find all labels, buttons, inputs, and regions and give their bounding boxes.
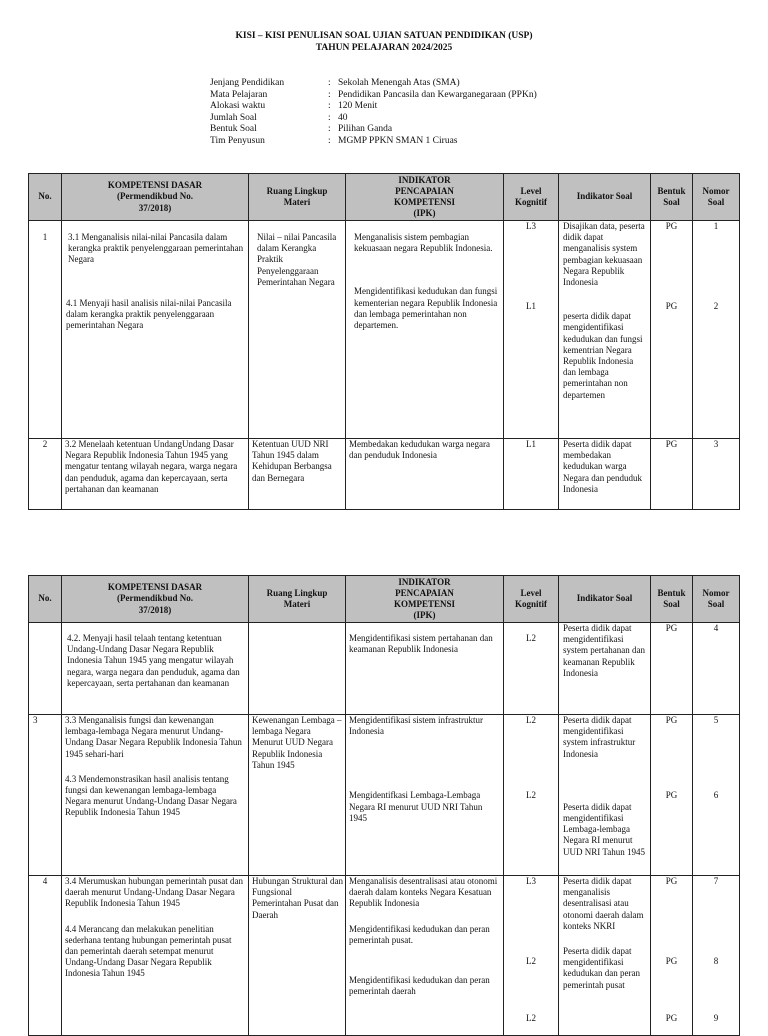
bentuk-cell: PG	[651, 623, 693, 715]
nomor-cell: 1 2	[693, 221, 740, 439]
kd-cell	[62, 221, 249, 439]
kisi-table-1	[28, 173, 740, 510]
ipk-cell	[346, 876, 504, 1036]
header-no: No.	[29, 576, 62, 623]
header-ruang-lingkup: Ruang Lingkup Materi	[249, 174, 346, 221]
indikator-soal-text: Peserta didik dapat mengidentifikasi system infrastruktur Indonesia	[563, 715, 636, 759]
document-subtitle: TAHUN PELAJARAN 2024/2025	[315, 43, 453, 53]
materi-cell: Hubungan Struktural dan Fungsional Pemerintahan Pusat dan Daerah	[249, 876, 346, 1036]
kd-text: 3.3 Menganalisis fungsi dan kewenangan lembaga-lembaga Negara menurut Undang-Undang Dasar Negara Republik Indonesia Tahun 1945 sehari-hari	[65, 715, 242, 759]
info-value: 40	[338, 112, 348, 123]
header-row	[29, 576, 740, 623]
level-cell: L2 L2	[504, 715, 559, 876]
indikator-soal-text: peserta didik dapat mengidentifikasi kedudukan dan fungsi kementrian Negara Republik Indonesia dan lembaga pemerintahan non departemen	[563, 311, 643, 400]
info-label: Mata Pelajaran	[210, 89, 268, 100]
header-level-kognitif: Level Kognitif	[504, 174, 559, 221]
info-colon: :	[328, 101, 331, 112]
header-ipk: INDIKATOR PENCAPAIAN KOMPETENSI (IPK)	[346, 576, 504, 623]
kd-text: 4.3 Mendemonstrasikan hasil analisis tentang fungsi dan kewenangan lembaga-lembaga Negara menurut Undang-Undang Dasar Negara Republik Indonesia Tahun 1945	[65, 773, 237, 818]
indikator-soal-cell: Peserta didik dapat membedakan kedudukan warga Negara dan penduduk Indonesia	[559, 439, 651, 510]
info-value: Sekolah Menengah Atas (SMA)	[338, 78, 460, 88]
info-colon: :	[328, 124, 331, 135]
kd-cell: 4.2. Menyaji hasil telaah tentang ketentuan Undang-Undang Dasar Negara Republik Indonesia Tahun 1945 yang mengatur wilayah negara, warga negara dan penduduk, agama dan kepercayaan, serta pertahanan dan keamanan	[62, 623, 249, 715]
info-value: Pilihan Ganda	[338, 124, 393, 135]
kd-cell	[62, 715, 249, 876]
table-row	[29, 439, 740, 510]
kd-text: 4.4 Merancang dan melakukan penelitian sederhana tentang hubungan pemerintah pusat dan pemerintah daerah setempat menurut Undang-Undang Dasar Negara Republik Indonesia Tahun 1945	[65, 923, 232, 979]
ipk-cell	[346, 715, 504, 876]
info-row	[210, 90, 537, 102]
kd-cell: 3.2 Menelaah ketentuan UndangUndang Dasar Negara Republik Indonesia Tahun 1945 yang mengatur tentang wilayah negara, warga negara dan penduduk, agama dan kepercayaan, serta pertahanan dan keamanan	[62, 439, 249, 510]
identity-info	[210, 78, 537, 148]
materi-cell	[249, 623, 346, 715]
indikator-soal-cell	[559, 876, 651, 1036]
bentuk-cell: PG PG	[651, 715, 693, 876]
level-cell: L3 L2 L2	[504, 876, 559, 1036]
indikator-soal-text: Peserta didik dapat mengidentifikasi Lembaga-lembaga Negara RI menurut UUD NRI Tahun 1945	[563, 801, 645, 857]
info-row	[210, 124, 537, 136]
info-colon: :	[328, 89, 331, 100]
indikator-soal-text: Peserta didik dapat menganalisis desentralisasi atau otonomi daerah dalam konteks NKRI	[563, 876, 644, 931]
header-kompetensi-dasar: KOMPETENSI DASAR (Permendikbud No. 37/2018)	[62, 174, 249, 221]
kd-text: 4.1 Menyaji hasil analisis nilai-nilai Pancasila dalam kerangka praktik penyelenggaraan pemerintahan Negara	[66, 297, 232, 331]
row-number	[29, 623, 62, 715]
header-level-kognitif: Level Kognitif	[504, 576, 559, 623]
info-label: Tim Penyusun	[210, 135, 265, 146]
ipk-cell	[346, 221, 504, 439]
header-indikator-soal: Indikator Soal	[559, 174, 651, 221]
header-indikator-soal: Indikator Soal	[559, 576, 651, 623]
kd-text: 3.1 Menganalisis nilai-nilai Pancasila dalam kerangka praktik penyelenggaraan pemerintahan Negara	[68, 232, 244, 265]
header-ruang-lingkup: Ruang Lingkup Materi	[249, 576, 346, 623]
header-nomor-soal: Nomor Soal	[693, 174, 740, 221]
ipk-text: Mengidentifikasi kedudukan dan peran pemerintah pusat.	[349, 923, 490, 945]
indikator-soal-cell: Peserta didik dapat mengidentifikasi system pertahanan dan keamanan Republik Indonesia	[559, 623, 651, 715]
table-row	[29, 221, 740, 439]
info-label: Jenjang Pendidikan	[210, 78, 285, 88]
ipk-text: Mengidentifikasi sistem infrastruktur Indonesia	[349, 715, 483, 737]
nomor-cell: 3	[693, 439, 740, 510]
header-bentuk-soal: Bentuk Soal	[651, 576, 693, 623]
header-no: No.	[29, 174, 62, 221]
info-label: Jumlah Soal	[210, 112, 257, 123]
nomor-cell: 4	[693, 623, 740, 715]
header-row	[29, 174, 740, 221]
ipk-cell: Membedakan kedudukan warga negara dan penduduk Indonesia	[346, 439, 504, 510]
materi-cell: Nilai – nilai Pancasila dalam Kerangka Praktik Penyelenggaraan Pemerintahan Negara	[249, 221, 346, 439]
info-row	[210, 136, 537, 148]
nomor-cell: 5 6	[693, 715, 740, 876]
row-number: 1	[29, 221, 62, 439]
header-bentuk-soal: Bentuk Soal	[651, 174, 693, 221]
materi-cell: Ketentuan UUD NRI Tahun 1945 dalam Kehidupan Berbangsa dan Bernegara	[249, 439, 346, 510]
info-value: MGMP PPKN SMAN 1 Ciruas	[338, 135, 458, 146]
info-colon: :	[328, 112, 331, 123]
header-ipk: INDIKATOR PENCAPAIAN KOMPETENSI (IPK)	[346, 174, 504, 221]
level-cell: L2	[504, 623, 559, 715]
ipk-text: Menganalisis desentralisasi atau otonomi daerah dalam konteks Negara Kesatuan Republik Indonesia	[349, 876, 498, 909]
indikator-soal-text: Disajikan data, peserta didik dapat menganalisis system pembagian kekuasaan Negara Republik Indonesia	[563, 221, 645, 288]
row-number: 4	[29, 876, 62, 1036]
ipk-text: Mengidentifkasi Lembaga-Lembaga Negara RI menurut UUD NRI Tahun 1945	[349, 790, 483, 823]
ipk-text: Mengidentifikasi kedudukan dan peran pemerintah daerah	[349, 975, 490, 997]
ipk-text: Mengidentifikasi kedudukan dan fungsi kementerian negara Republik Indonesia dan lembaga pemerintahan non departemen.	[354, 286, 498, 331]
ipk-text: Menganalisis sistem pembagian kekuasaan negara Republik Indonesia.	[354, 232, 493, 254]
indikator-soal-text: Peserta didik dapat mengidentifikasi kedudukan dan peran pemerintah pusat	[563, 946, 640, 990]
header-kompetensi-dasar: KOMPETENSI DASAR (Permendikbud No. 37/2018)	[62, 576, 249, 623]
info-colon: :	[328, 78, 331, 88]
info-label: Bentuk Soal	[210, 124, 257, 135]
info-row	[210, 78, 537, 90]
info-row	[210, 101, 537, 113]
info-value: Pendidikan Pancasila dan Kewarganegaraan (PPKn)	[338, 89, 537, 100]
ipk-cell: Mengidentifikasi sistem pertahanan dan keamanan Republik Indonesia	[346, 623, 504, 715]
row-number: 2	[29, 439, 62, 510]
indikator-soal-cell	[559, 715, 651, 876]
materi-cell: Kewenangan Lembaga – lembaga Negara Menurut UUD Negara Republik Indonesia Tahun 1945	[249, 715, 346, 876]
kd-cell	[62, 876, 249, 1036]
info-row	[210, 113, 537, 125]
level-cell: L3 L1	[504, 221, 559, 439]
indikator-soal-cell	[559, 221, 651, 439]
kisi-table-2	[28, 575, 740, 1036]
info-label: Alokasi waktu	[210, 101, 266, 112]
table-row	[29, 715, 740, 876]
table-row	[29, 623, 740, 715]
bentuk-cell: PG PG PG	[651, 876, 693, 1036]
info-colon: :	[328, 135, 331, 146]
kd-text: 3.4 Merumuskan hubungan pemerintah pusat dan daerah menurut Undang-Undang Dasar Negara Republik Indonesia Tahun 1945	[65, 876, 243, 909]
level-cell: L1	[504, 439, 559, 510]
nomor-cell: 7 8 9	[693, 876, 740, 1036]
bentuk-cell: PG	[651, 439, 693, 510]
header-nomor-soal: Nomor Soal	[693, 576, 740, 623]
document-title: KISI – KISI PENULISAN SOAL UJIAN SATUAN PENDIDIKAN (USP)	[235, 31, 533, 41]
info-value: 120 Menit	[338, 101, 378, 112]
table-row	[29, 876, 740, 1036]
bentuk-cell: PG PG	[651, 221, 693, 439]
row-number: 3	[29, 715, 62, 876]
